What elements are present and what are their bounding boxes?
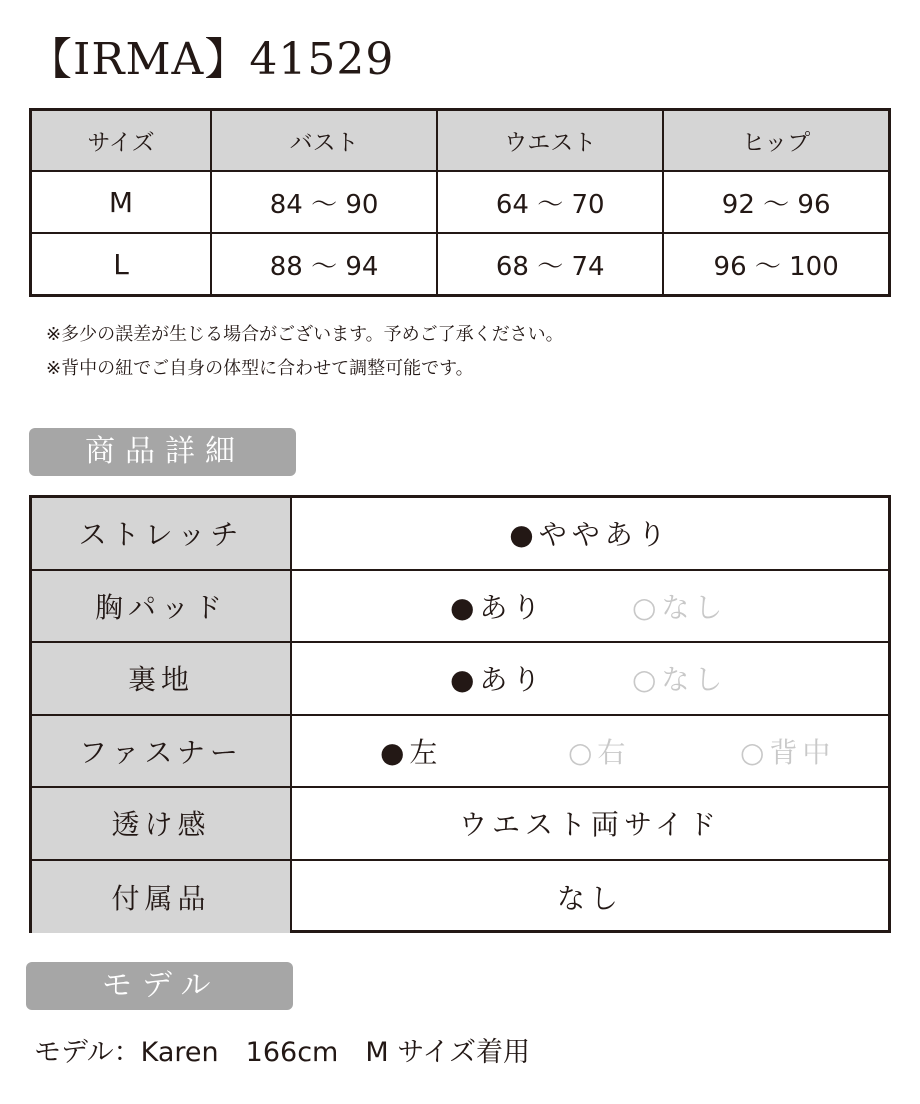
section-heading-details: 商品詳細 <box>29 428 296 476</box>
pad-yes-option: ●あり <box>450 590 546 624</box>
waist-value: 64 ～ 70 <box>437 171 663 233</box>
sheer-value: ウエスト両サイド <box>458 808 722 842</box>
size-notes <box>46 318 564 386</box>
page-title: 【IRMA】41529 <box>28 34 395 85</box>
detail-label: ストレッチ <box>32 498 292 569</box>
note-item: ※背中の紐でご自身の体型に合わせて調整可能です。 <box>46 358 474 379</box>
size-table-header <box>31 110 890 172</box>
hip-value: 96 ～ 100 <box>663 233 889 296</box>
detail-label: ファスナー <box>32 716 292 787</box>
size-table <box>29 108 891 297</box>
header-size: サイズ <box>31 110 212 172</box>
lining-yes-option: ●あり <box>450 663 546 697</box>
detail-row-accessory <box>32 861 888 934</box>
note-item: ※多少の誤差が生じる場合がございます。予めご了承ください。 <box>46 324 564 345</box>
detail-label: 胸パッド <box>32 571 292 642</box>
fastener-right-option: ○右 <box>568 735 631 769</box>
size-label: L <box>31 233 212 296</box>
fastener-back-option: ○背中 <box>740 735 836 769</box>
detail-label: 付属品 <box>32 861 292 934</box>
detail-row-sheer <box>32 788 888 861</box>
detail-label: 透け感 <box>32 788 292 859</box>
header-bust: バスト <box>211 110 437 172</box>
header-hip: ヒップ <box>663 110 889 172</box>
accessory-value: なし <box>556 881 623 915</box>
detail-row-pad <box>32 571 888 644</box>
bust-value: 88 ～ 94 <box>211 233 437 296</box>
section-heading-model: モデル <box>26 962 293 1010</box>
detail-label: 裏地 <box>32 643 292 714</box>
fastener-left-option: ●左 <box>380 735 443 769</box>
detail-row-lining <box>32 643 888 716</box>
model-info: モデル：Karen 166cm M サイズ着用 <box>34 1037 531 1068</box>
table-row <box>31 233 890 296</box>
details-table <box>29 495 891 933</box>
detail-row-fastener <box>32 716 888 789</box>
header-waist: ウエスト <box>437 110 663 172</box>
table-row <box>31 171 890 233</box>
pad-no-option: ○なし <box>632 590 728 624</box>
bust-value: 84 ～ 90 <box>211 171 437 233</box>
stretch-value: ●ややあり <box>509 518 671 552</box>
waist-value: 68 ～ 74 <box>437 233 663 296</box>
lining-no-option: ○なし <box>632 663 728 697</box>
hip-value: 92 ～ 96 <box>663 171 889 233</box>
size-label: M <box>31 171 212 233</box>
detail-row-stretch <box>32 498 888 571</box>
